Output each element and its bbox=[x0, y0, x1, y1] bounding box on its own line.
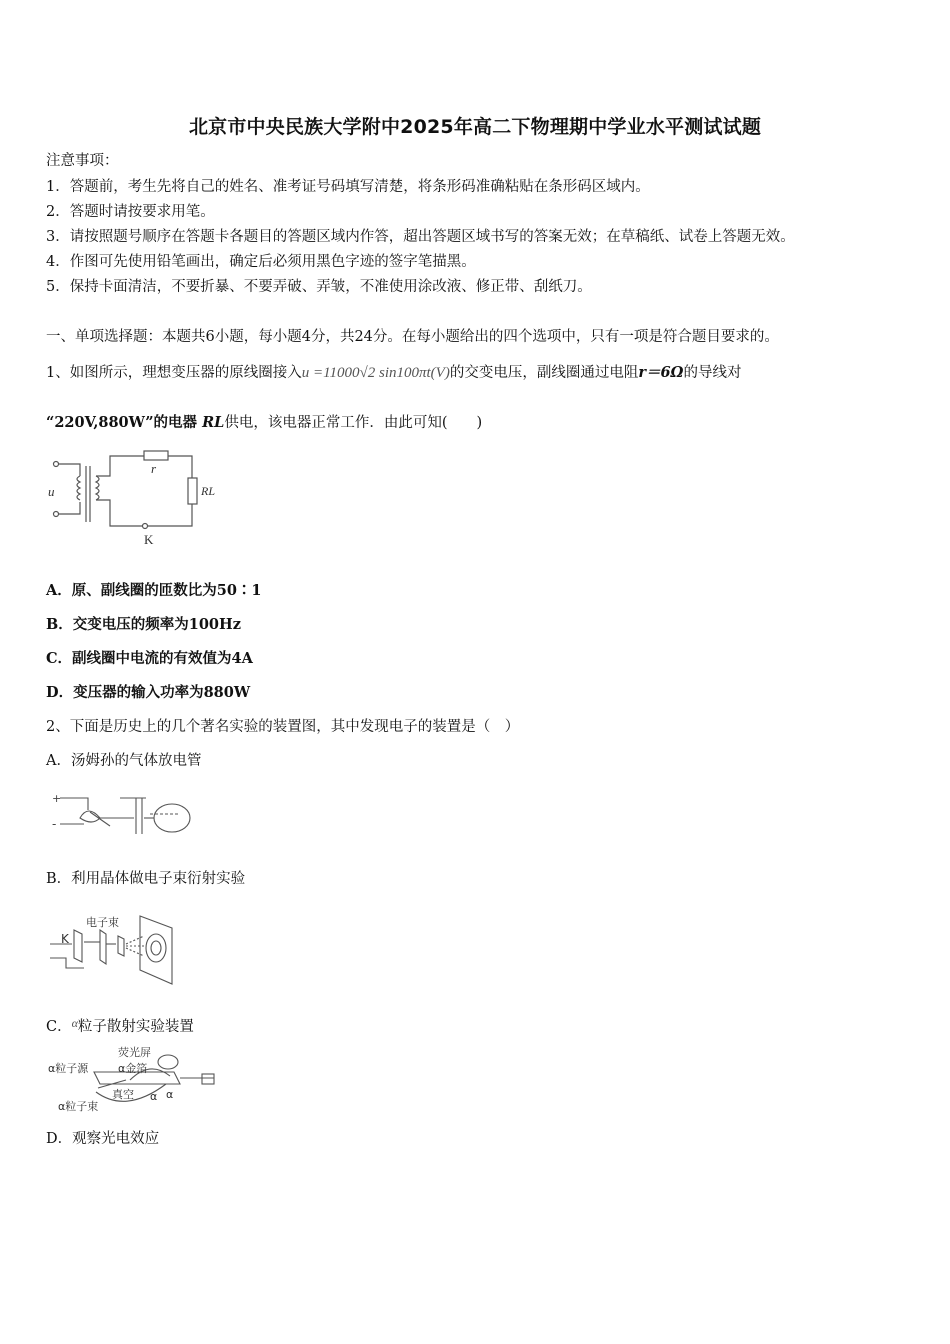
q1-text-c: 的导线对 bbox=[683, 365, 742, 381]
q2-option-b[interactable]: B．利用晶体做电子束衍射实验 bbox=[46, 871, 246, 887]
q1-text-b: 的交变电压，副线圈通过电阻 bbox=[449, 365, 639, 381]
fig-c-screen-label: 荧光屏 bbox=[118, 1046, 151, 1059]
fig-b-beam-label: 电子束 bbox=[86, 916, 119, 929]
fig1-rl-label: RL bbox=[201, 484, 216, 498]
notice-item: 3．请按照题号顺序在答题卡各题目的答题区域内作答，超出答题区域书写的答案无效；在草稿纸、试卷上答题无效。 bbox=[46, 229, 795, 245]
q1-text-e: 供电，该电器正常工作．由此可知( ) bbox=[224, 415, 483, 431]
fig1-k-label: K bbox=[144, 532, 154, 547]
svg-text:-: - bbox=[52, 817, 57, 831]
fig1-u-label: u bbox=[48, 484, 55, 499]
q2-option-d[interactable]: D．观察光电效应 bbox=[46, 1131, 160, 1147]
alpha-symbol: α bbox=[71, 1016, 78, 1030]
q1-rl-label: RL bbox=[202, 414, 225, 431]
q2-option-c-prefix: C． bbox=[46, 1019, 72, 1035]
notice-item: 1．答题前，考生先将自己的姓名、准考证号码填写清楚，将条形码准确粘贴在条形码区域内。 bbox=[46, 179, 650, 195]
notice-item: 5．保持卡面清洁，不要折暴、不要弄破、弄皱，不准使用涂改液、修正带、刮纸刀。 bbox=[46, 279, 592, 295]
transformer-circuit-figure bbox=[44, 450, 234, 550]
q2-option-c[interactable] bbox=[46, 1014, 194, 1036]
discharge-tube-figure bbox=[50, 790, 195, 838]
q1-option-a[interactable]: A．原、副线圈的匝数比为50∶1 bbox=[46, 582, 262, 599]
q1-formula: u =11000√2 sin100πt(V) bbox=[301, 365, 450, 381]
fig-b-k-label: K bbox=[61, 932, 69, 946]
fig-c-source-label: α粒子源 bbox=[48, 1062, 89, 1075]
fig-c-alpha-label: α bbox=[166, 1088, 174, 1101]
q1-text-d: “220V,880W”的电器 bbox=[46, 414, 198, 431]
notice-heading: 注意事项： bbox=[46, 153, 119, 169]
fig-c-vacuum-label: 真空 bbox=[112, 1088, 134, 1101]
q1-text-a: 1、如图所示，理想变压器的原线圈接入 bbox=[46, 365, 302, 381]
q1-option-b[interactable]: B．交变电压的频率为100Hz bbox=[46, 616, 241, 633]
q2-option-c-text: 粒子散射实验装置 bbox=[77, 1019, 194, 1035]
notice-item: 2．答题时请按要求用笔。 bbox=[46, 204, 215, 220]
q2-option-a[interactable]: A．汤姆孙的气体放电管 bbox=[46, 753, 202, 769]
svg-text:+: + bbox=[52, 792, 62, 805]
page-title: 北京市中央民族大学附中2025年高二下物理期中学业水平测试试题 bbox=[188, 116, 762, 138]
question-1-stem-cont bbox=[46, 414, 482, 432]
section-heading: 一、单项选择题：本题共6小题，每小题4分，共24分。在每小题给出的四个选项中，只有一项是符合题目要求的。 bbox=[46, 329, 779, 345]
electron-diffraction-figure bbox=[44, 908, 194, 986]
alpha-scattering-figure bbox=[44, 1044, 224, 1116]
notice-item: 4．作图可先使用铅笔画出，确定后必须用黑色字迹的签字笔描黑。 bbox=[46, 254, 476, 270]
q1-r-label: r＝6Ω bbox=[638, 364, 684, 381]
q1-option-d[interactable]: D．变压器的输入功率为880W bbox=[46, 684, 251, 701]
q1-option-c[interactable]: C．副线圈中电流的有效值为4A bbox=[46, 650, 253, 667]
fig-c-foil-label: α金箔 bbox=[118, 1062, 148, 1075]
fig-c-beam-label: α粒子束 bbox=[58, 1100, 99, 1113]
question-2-stem: 2、下面是历史上的几个著名实验的装置图，其中发现电子的装置是（ ） bbox=[46, 719, 520, 735]
question-1-stem bbox=[46, 364, 741, 382]
fig1-r-label: r bbox=[151, 461, 157, 476]
fig-c-alpha-label: α bbox=[150, 1090, 158, 1103]
